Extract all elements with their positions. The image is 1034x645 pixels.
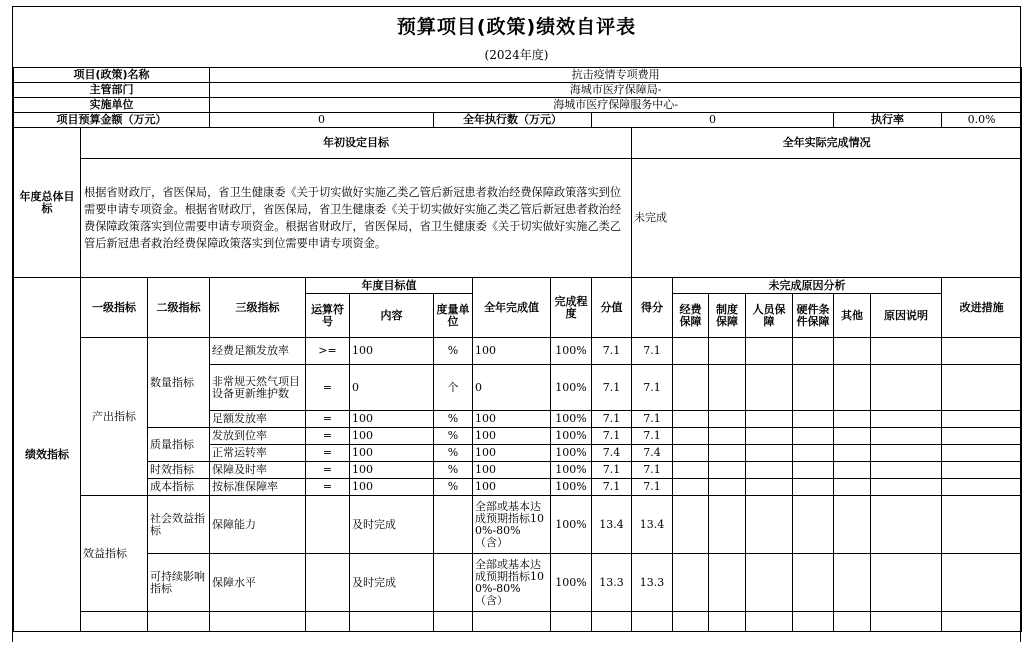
table-row-degree: 100% xyxy=(551,479,592,496)
indicators-section-label: 绩效指标 xyxy=(14,278,81,632)
form-year: (2024年度) xyxy=(484,48,549,62)
goal-row-label: 年度总体目标 xyxy=(14,128,81,278)
table-row-operator: >= xyxy=(306,338,350,365)
table-cell-empty xyxy=(709,496,746,554)
table-row-content: 及时完成 xyxy=(350,554,434,612)
exec-label: 全年执行数（万元） xyxy=(434,113,592,128)
table-row-score: 13.3 xyxy=(632,554,673,612)
table-row-done: 100 xyxy=(473,479,551,496)
table-cell-empty xyxy=(871,554,942,612)
level2-cost: 成本指标 xyxy=(148,479,210,496)
table-row-unit xyxy=(434,496,473,554)
table-cell-empty xyxy=(793,496,834,554)
table-row-content: 100 xyxy=(350,428,434,445)
table-row-done: 0 xyxy=(473,365,551,411)
table-cell-empty xyxy=(834,411,871,428)
table-cell-empty xyxy=(834,338,871,365)
header-reason-system: 制度保障 xyxy=(709,294,746,338)
table-row-level3: 非常规天然气项目设备更新维护数 xyxy=(210,365,306,411)
goal-actual-header: 全年实际完成情况 xyxy=(632,128,1022,159)
table-row-content: 100 xyxy=(350,445,434,462)
table-cell-empty xyxy=(306,612,350,632)
table-row-done: 100 xyxy=(473,411,551,428)
budget-value: 0 xyxy=(210,113,434,128)
table-cell-empty xyxy=(942,496,1022,554)
project-name-label: 项目(政策)名称 xyxy=(14,68,210,83)
exec-value: 0 xyxy=(592,113,834,128)
dept-value: 海城市医疗保障局- xyxy=(210,83,1022,98)
table-row-unit: % xyxy=(434,462,473,479)
table-row-unit: % xyxy=(434,479,473,496)
table-cell-empty xyxy=(834,554,871,612)
table-cell-empty xyxy=(871,479,942,496)
table-cell-empty xyxy=(834,462,871,479)
table-row-operator xyxy=(306,554,350,612)
table-row-content: 100 xyxy=(350,338,434,365)
table-cell-empty xyxy=(746,338,793,365)
level2-sustainable: 可持续影响指标 xyxy=(148,554,210,612)
table-row-value: 7.1 xyxy=(592,338,632,365)
table-cell-empty xyxy=(746,479,793,496)
table-cell-empty xyxy=(746,428,793,445)
table-cell-empty xyxy=(709,428,746,445)
table-cell-empty xyxy=(434,612,473,632)
table-cell-empty xyxy=(793,462,834,479)
table-cell-empty xyxy=(673,554,709,612)
level1-output: 产出指标 xyxy=(81,338,148,496)
table-cell-empty xyxy=(746,411,793,428)
table-cell-empty xyxy=(709,462,746,479)
table-row-done: 100 xyxy=(473,338,551,365)
table-row-value: 7.1 xyxy=(592,428,632,445)
table-row-done: 100 xyxy=(473,462,551,479)
table-cell-empty xyxy=(673,428,709,445)
header-score: 得分 xyxy=(632,278,673,338)
table-row-score: 7.1 xyxy=(632,411,673,428)
level1-effect: 效益指标 xyxy=(81,496,148,612)
table-cell-empty xyxy=(834,496,871,554)
table-cell-empty xyxy=(673,365,709,411)
table-cell-empty xyxy=(871,428,942,445)
table-row-score: 7.4 xyxy=(632,445,673,462)
level2-quality: 质量指标 xyxy=(148,428,210,462)
table-cell-empty xyxy=(871,445,942,462)
goal-actual-text: 未完成 xyxy=(632,159,1022,278)
level2-quantity: 数量指标 xyxy=(148,338,210,428)
table-row-degree: 100% xyxy=(551,411,592,428)
table-row-operator: = xyxy=(306,365,350,411)
table-row-operator: = xyxy=(306,479,350,496)
table-row-degree: 100% xyxy=(551,496,592,554)
rate-value: 0.0% xyxy=(942,113,1022,128)
table-cell-empty xyxy=(871,462,942,479)
header-level3: 三级指标 xyxy=(210,278,306,338)
table-cell-empty xyxy=(746,365,793,411)
header-full-year: 全年完成值 xyxy=(473,278,551,338)
table-row-degree: 100% xyxy=(551,445,592,462)
table-cell-empty xyxy=(871,411,942,428)
table-row-level3: 保障能力 xyxy=(210,496,306,554)
table-cell-empty xyxy=(81,612,148,632)
table-cell-empty xyxy=(871,496,942,554)
table-cell-empty xyxy=(709,479,746,496)
table-cell-empty xyxy=(793,554,834,612)
header-reason-funding: 经费保障 xyxy=(673,294,709,338)
table-cell-empty xyxy=(942,612,1022,632)
table-row-unit: % xyxy=(434,411,473,428)
table-row-level3: 保障水平 xyxy=(210,554,306,612)
form-title: 预算项目(政策)绩效自评表 xyxy=(396,16,637,38)
table-cell-empty xyxy=(746,554,793,612)
table-cell-empty xyxy=(350,612,434,632)
table-cell-empty xyxy=(871,338,942,365)
table-cell-empty xyxy=(148,612,210,632)
unit-value: 海城市医疗保障服务中心- xyxy=(210,98,1022,113)
table-cell-empty xyxy=(834,479,871,496)
table-cell-empty xyxy=(673,411,709,428)
goal-initial-text: 根据省财政厅，省医保局，省卫生健康委《关于切实做好实施乙类乙管后新冠患者救治经费保障政策落实到位需要申请专项资金。根据省财政厅，省医保局，省卫生健康委《关于切实做好实施乙类乙管后新冠患者救治经费保障政策落实到位需要申请专项资金。根据省财政厅，省医保局，省卫生健康委《关于切实做好实施乙类乙管后新冠患者救治经费保障政策落实到位需要申请专项资金。 xyxy=(81,159,632,278)
table-row-degree: 100% xyxy=(551,365,592,411)
self-evaluation-form xyxy=(12,6,1021,642)
header-annual-target: 年度目标值 xyxy=(306,278,473,294)
table-row-degree: 100% xyxy=(551,338,592,365)
table-cell-empty xyxy=(709,365,746,411)
table-row-content: 及时完成 xyxy=(350,496,434,554)
project-name-value: 抗击疫情专项费用 xyxy=(210,68,1022,83)
table-row-degree: 100% xyxy=(551,428,592,445)
table-row-content: 100 xyxy=(350,411,434,428)
table-cell-empty xyxy=(793,612,834,632)
table-cell-empty xyxy=(793,479,834,496)
budget-label: 项目预算金额（万元） xyxy=(14,113,210,128)
table-cell-empty xyxy=(210,612,306,632)
table-row-value: 7.4 xyxy=(592,445,632,462)
table-row-content: 100 xyxy=(350,462,434,479)
header-score-value: 分值 xyxy=(592,278,632,338)
table-row-level3: 足额发放率 xyxy=(210,411,306,428)
table-row-content: 0 xyxy=(350,365,434,411)
table-cell-empty xyxy=(942,445,1022,462)
header-reason-staff: 人员保障 xyxy=(746,294,793,338)
table-cell-empty xyxy=(793,338,834,365)
header-degree: 完成程度 xyxy=(551,278,592,338)
level2-social: 社会效益指标 xyxy=(148,496,210,554)
table-row-level3: 经费足额发放率 xyxy=(210,338,306,365)
table-cell-empty xyxy=(942,479,1022,496)
table-cell-empty xyxy=(673,445,709,462)
table-row-score: 7.1 xyxy=(632,428,673,445)
table-row-operator: = xyxy=(306,411,350,428)
header-content: 内容 xyxy=(350,294,434,338)
table-row-value: 7.1 xyxy=(592,462,632,479)
table-row-done: 100 xyxy=(473,428,551,445)
table-cell-empty xyxy=(942,462,1022,479)
table-cell-empty xyxy=(673,338,709,365)
table-row-value: 13.3 xyxy=(592,554,632,612)
table-cell-empty xyxy=(709,554,746,612)
table-cell-empty xyxy=(709,338,746,365)
table-row-unit: % xyxy=(434,338,473,365)
table-cell-empty xyxy=(834,365,871,411)
table-cell-empty xyxy=(473,612,551,632)
form-table xyxy=(13,67,1022,632)
table-cell-empty xyxy=(793,445,834,462)
table-row-level3: 正常运转率 xyxy=(210,445,306,462)
header-reason-other: 其他 xyxy=(834,294,871,338)
goal-initial-header: 年初设定目标 xyxy=(81,128,632,159)
table-cell-empty xyxy=(942,338,1022,365)
table-cell-empty xyxy=(673,612,709,632)
table-row-done: 全部或基本达成预期指标100%-80%（含） xyxy=(473,554,551,612)
table-row-done: 全部或基本达成预期指标100%-80%（含） xyxy=(473,496,551,554)
table-cell-empty xyxy=(834,428,871,445)
header-level1: 一级指标 xyxy=(81,278,148,338)
table-row-value: 7.1 xyxy=(592,479,632,496)
header-improve: 改进措施 xyxy=(942,278,1022,338)
table-cell-empty xyxy=(709,411,746,428)
dept-label: 主管部门 xyxy=(14,83,210,98)
table-cell-empty xyxy=(551,612,592,632)
table-cell-empty xyxy=(793,411,834,428)
table-row-level3: 发放到位率 xyxy=(210,428,306,445)
level2-timeliness: 时效指标 xyxy=(148,462,210,479)
table-cell-empty xyxy=(871,612,942,632)
table-cell-empty xyxy=(746,496,793,554)
table-row-level3: 按标准保障率 xyxy=(210,479,306,496)
table-cell-empty xyxy=(746,462,793,479)
table-row-level3: 保障及时率 xyxy=(210,462,306,479)
table-row-operator: = xyxy=(306,428,350,445)
header-unit: 度量单位 xyxy=(434,294,473,338)
table-cell-empty xyxy=(592,612,632,632)
header-operator: 运算符号 xyxy=(306,294,350,338)
table-cell-empty xyxy=(942,428,1022,445)
table-cell-empty xyxy=(746,445,793,462)
table-row-unit: % xyxy=(434,428,473,445)
table-row-score: 7.1 xyxy=(632,338,673,365)
table-row-value: 13.4 xyxy=(592,496,632,554)
table-cell-empty xyxy=(709,612,746,632)
table-cell-empty xyxy=(709,445,746,462)
header-reason-desc: 原因说明 xyxy=(871,294,942,338)
table-cell-empty xyxy=(942,554,1022,612)
table-cell-empty xyxy=(871,365,942,411)
unit-label: 实施单位 xyxy=(14,98,210,113)
table-row-operator xyxy=(306,496,350,554)
table-cell-empty xyxy=(834,445,871,462)
table-row-value: 7.1 xyxy=(592,365,632,411)
table-cell-empty xyxy=(793,365,834,411)
table-row-operator: = xyxy=(306,445,350,462)
table-row-score: 7.1 xyxy=(632,479,673,496)
table-cell-empty xyxy=(673,462,709,479)
table-row-content: 100 xyxy=(350,479,434,496)
table-row-unit: % xyxy=(434,445,473,462)
table-row-score: 7.1 xyxy=(632,462,673,479)
table-row-degree: 100% xyxy=(551,462,592,479)
table-row-score: 7.1 xyxy=(632,365,673,411)
table-cell-empty xyxy=(793,428,834,445)
table-cell-empty xyxy=(834,612,871,632)
table-cell-empty xyxy=(673,496,709,554)
header-level2: 二级指标 xyxy=(148,278,210,338)
table-row-score: 13.4 xyxy=(632,496,673,554)
table-row-operator: = xyxy=(306,462,350,479)
header-reason-group: 未完成原因分析 xyxy=(673,278,942,294)
table-row-unit xyxy=(434,554,473,612)
table-cell-empty xyxy=(632,612,673,632)
table-row-degree: 100% xyxy=(551,554,592,612)
table-cell-empty xyxy=(746,612,793,632)
table-cell-empty xyxy=(673,479,709,496)
rate-label: 执行率 xyxy=(834,113,942,128)
table-row-unit: 个 xyxy=(434,365,473,411)
table-cell-empty xyxy=(942,411,1022,428)
header-reason-hardware: 硬件条件保障 xyxy=(793,294,834,338)
table-cell-empty xyxy=(942,365,1022,411)
table-row-value: 7.1 xyxy=(592,411,632,428)
table-row-done: 100 xyxy=(473,445,551,462)
